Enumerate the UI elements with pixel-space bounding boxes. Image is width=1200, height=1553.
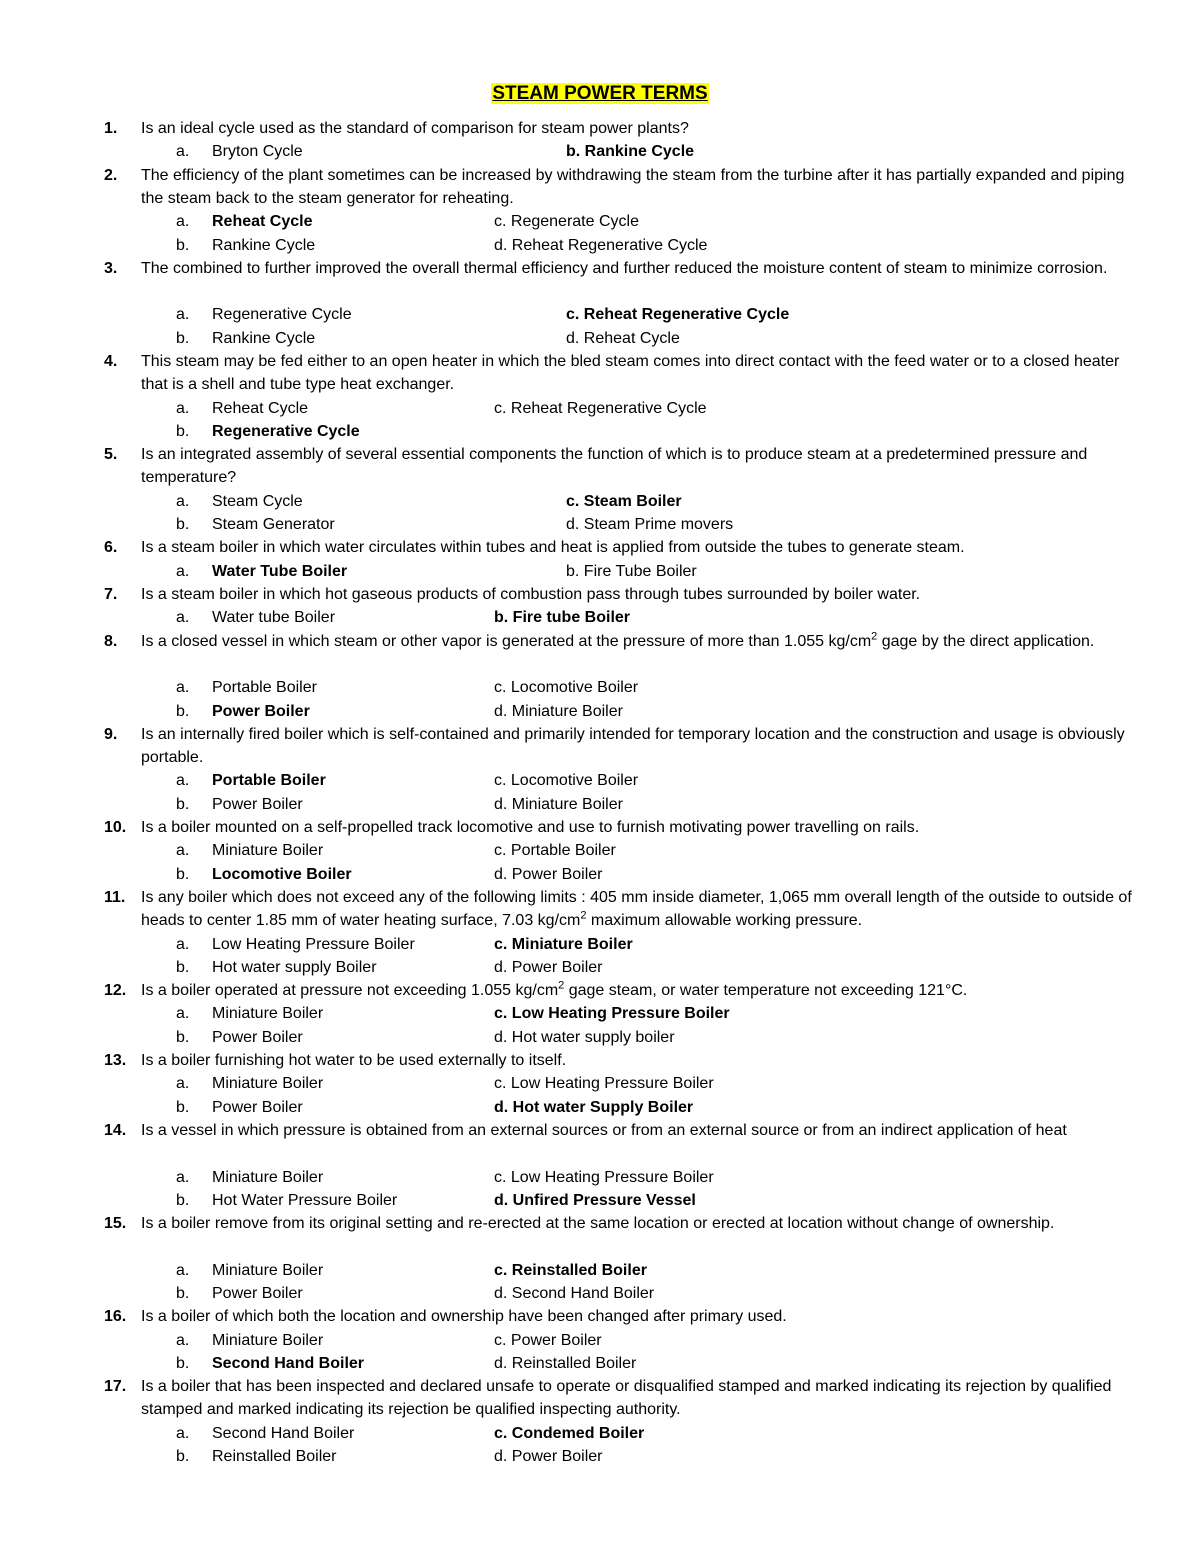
question-number: 15. (104, 1215, 127, 1233)
answer-option (494, 769, 638, 792)
answer-option (494, 839, 616, 862)
answer-option (494, 1329, 602, 1352)
option-letter: a. (176, 1261, 190, 1279)
answer-option (176, 1166, 323, 1189)
correct-option-text: b. Fire tube Boiler (494, 609, 631, 627)
option-text: Miniature Boiler (212, 1005, 324, 1023)
answer-option (176, 397, 308, 420)
question-text: Is a boiler remove from its original setting and re-erected at the same location or erected at location without change of ownership. (141, 1215, 1055, 1233)
answer-option (494, 793, 623, 816)
answer-option (176, 606, 335, 629)
question-number: 17. (104, 1378, 127, 1396)
option-letter: b. (176, 1448, 190, 1466)
question-text: Is a boiler of which both the location and ownership have been changed after primary used. (141, 1308, 787, 1326)
option-text: c. Regenerate Cycle (494, 213, 639, 231)
option-text: Miniature Boiler (212, 1261, 324, 1279)
option-text: d. Power Boiler (494, 958, 603, 976)
option-text: d. Second Hand Boiler (494, 1285, 655, 1302)
option-text: Miniature Boiler (212, 1168, 324, 1186)
question-text: Is a boiler mounted on a self-propelled track locomotive and use to furnish motivating power travelling on rails. (141, 819, 920, 836)
option-letter: a. (176, 1005, 190, 1023)
answer-option (494, 397, 707, 420)
option-text: Power Boiler (212, 795, 303, 813)
option-text: d. Reheat Cycle (566, 329, 680, 347)
answer-option (494, 933, 633, 956)
question-text: Is any boiler which does not exceed any of the following limits : 405 mm inside diameter, 1,065 mm overall length of the outside to outside of heads to center 1.85 mm of water heating surface, 7.03 $kg/cm^2$ maximum allowable working pressure. (141, 888, 1132, 930)
answer-option (176, 420, 360, 443)
option-text: Reheat Cycle (212, 399, 309, 417)
option-text: d. Power Boiler (494, 865, 603, 883)
answer-option (494, 1259, 647, 1282)
answer-option (176, 1445, 337, 1468)
option-letter: a. (176, 1168, 190, 1186)
answer-option (566, 560, 697, 583)
correct-option-text: c. Condemed Boiler (494, 1424, 645, 1442)
answer-option (176, 513, 335, 536)
option-text: d. Steam Prime movers (566, 516, 734, 534)
option-letter: a. (176, 1331, 190, 1349)
option-letter: b. (176, 516, 190, 534)
answer-option (176, 1282, 303, 1305)
correct-option-text: Power Boiler (212, 702, 310, 720)
answer-option (494, 700, 623, 723)
correct-option-text: c. Miniature Boiler (494, 935, 633, 953)
option-text: Power Boiler (212, 1098, 303, 1116)
answer-option (494, 863, 603, 886)
option-letter: a. (176, 492, 190, 510)
question-number: 13. (104, 1052, 127, 1069)
answer-option (494, 1072, 714, 1095)
question-number: 12. (104, 982, 127, 1000)
option-text: c. Portable Boiler (494, 842, 616, 860)
answer-option (176, 1096, 303, 1119)
option-text: Power Boiler (212, 1285, 303, 1302)
answer-option (176, 1002, 323, 1025)
question-text: Is a steam boiler in which water circulates within tubes and heat is applied from outside the tubes to generate steam. (141, 539, 965, 557)
option-letter: a. (176, 143, 190, 161)
answer-option (176, 863, 352, 886)
option-text: Low Heating Pressure Boiler (212, 935, 415, 953)
answer-option (494, 1445, 603, 1468)
question-text: This steam may be fed either to an open heater in which the bled steam comes into direct contact with the feed water or to a closed heater that is a shell and tube type heat exchanger. (141, 353, 1120, 394)
answer-option (566, 140, 694, 163)
question-text: Is an ideal cycle used as the standard of comparison for steam power plants? (141, 120, 689, 137)
option-text: c. Low Heating Pressure Boiler (494, 1168, 714, 1186)
correct-option-text: Regenerative Cycle (212, 422, 360, 440)
option-text: Power Boiler (212, 1028, 303, 1046)
answer-option (566, 513, 733, 536)
question-number: 9. (104, 725, 118, 743)
question-text: Is a boiler that has been inspected and declared unsafe to operate or disqualified stamped and marked indicating its rejection by qualified stamped and marked indicating its rejection be qualified inspecting authority. (141, 1378, 1112, 1419)
option-text: c. Reheat Regenerative Cycle (494, 399, 707, 417)
question-number: 6. (104, 539, 118, 557)
option-letter: b. (176, 329, 190, 347)
answer-option (176, 490, 303, 513)
answer-option (176, 327, 315, 350)
option-text: Rankine Cycle (212, 329, 316, 347)
correct-option-text: d. Unfired Pressure Vessel (494, 1191, 696, 1209)
answer-option (176, 1329, 323, 1352)
question-number: 7. (104, 586, 118, 603)
answer-option (176, 793, 303, 816)
correct-option-text: Water Tube Boiler (212, 562, 348, 580)
answer-option (176, 1072, 323, 1095)
option-text: Portable Boiler (212, 679, 317, 697)
answer-option (176, 1352, 364, 1375)
answer-option (494, 1002, 730, 1025)
question-text: Is a vessel in which pressure is obtained from an external sources or from an external source or from an indirect application of heat (141, 1121, 1067, 1139)
answer-option (176, 1259, 323, 1282)
answer-option (176, 234, 315, 257)
option-letter: b. (176, 795, 190, 813)
option-text: Miniature Boiler (212, 1331, 324, 1349)
option-text: c. Locomotive Boiler (494, 772, 639, 790)
option-letter: a. (176, 772, 190, 790)
answer-option (176, 1189, 397, 1212)
question-number: 5. (104, 446, 118, 464)
question-number: 2. (104, 166, 118, 184)
option-letter: b. (176, 236, 190, 254)
correct-option-text: Locomotive Boiler (212, 865, 352, 883)
question-text: The combined to further improved the overall thermal efficiency and further reduced the moisture content of steam to minimize corrosion. (141, 259, 1108, 277)
question-number: 4. (104, 353, 118, 370)
option-text: b. Fire Tube Boiler (566, 562, 697, 580)
answer-option (176, 1422, 354, 1445)
option-text: d. Miniature Boiler (494, 795, 623, 813)
option-letter: a. (176, 213, 190, 231)
answer-option (176, 839, 323, 862)
answer-option (176, 769, 326, 792)
option-letter: b. (176, 702, 190, 720)
answer-option (176, 676, 317, 699)
answer-option (494, 1282, 654, 1305)
document-title (0, 70, 1200, 107)
option-letter: a. (176, 399, 190, 417)
option-letter: a. (176, 609, 190, 627)
question-number: 8. (104, 632, 118, 650)
answer-option (494, 1096, 693, 1119)
answer-option (176, 956, 377, 979)
answer-option (494, 956, 603, 979)
question-number: 14. (104, 1121, 127, 1139)
option-text: c. Low Heating Pressure Boiler (494, 1075, 714, 1093)
answer-option (176, 1026, 303, 1049)
answer-option (176, 700, 310, 723)
question-text: The efficiency of the plant sometimes can be increased by withdrawing the steam from the turbine after it has partially expanded and piping the steam back to the steam generator for reheating. (141, 166, 1125, 207)
answer-option (176, 933, 415, 956)
question-number: 11. (104, 888, 126, 906)
option-letter: a. (176, 306, 190, 324)
option-letter: a. (176, 842, 190, 860)
answer-option (494, 210, 639, 233)
question-number: 1. (104, 120, 118, 137)
title-text: STEAM POWER TERMS (492, 83, 708, 104)
question-text: Is an internally fired boiler which is self-contained and primarily intended for temporary location and the construction and usage is obviously portable. (141, 725, 1125, 767)
answer-option (566, 303, 789, 326)
option-text: Second Hand Boiler (212, 1424, 355, 1442)
option-letter: a. (176, 935, 190, 953)
option-text: Steam Cycle (212, 492, 303, 510)
option-letter: a. (176, 679, 190, 697)
answer-option (494, 1422, 644, 1445)
question-number: 10. (104, 819, 127, 836)
option-letter: b. (176, 865, 190, 883)
option-letter: b. (176, 1098, 190, 1116)
option-letter: b. (176, 1191, 190, 1209)
question-text: Is a steam boiler in which hot gaseous products of combustion pass through tubes surrounded by boiler water. (141, 586, 921, 603)
correct-option-text: c. Reheat Regenerative Cycle (566, 306, 790, 324)
correct-option-text: Reheat Cycle (212, 213, 313, 231)
option-text: d. Miniature Boiler (494, 702, 623, 720)
answer-option (566, 490, 682, 513)
option-text: Bryton Cycle (212, 143, 303, 161)
correct-option-text: c. Reinstalled Boiler (494, 1261, 647, 1279)
answer-option (494, 1026, 675, 1049)
option-text: d. Reinstalled Boiler (494, 1354, 637, 1372)
answer-option (494, 606, 630, 629)
option-letter: b. (176, 1354, 190, 1372)
option-text: d. Power Boiler (494, 1448, 603, 1466)
correct-option-text: c. Steam Boiler (566, 492, 682, 510)
answer-option (494, 234, 707, 257)
answer-option (494, 676, 638, 699)
answer-option (176, 210, 313, 233)
answer-option (494, 1166, 714, 1189)
question-number: 3. (104, 259, 118, 277)
correct-option-text: d. Hot water Supply Boiler (494, 1098, 694, 1116)
question-number: 16. (104, 1308, 127, 1326)
correct-option-text: Second Hand Boiler (212, 1354, 365, 1372)
option-text: Regenerative Cycle (212, 306, 352, 324)
option-text: d. Hot water supply boiler (494, 1028, 675, 1046)
option-letter: a. (176, 1424, 190, 1442)
answer-option (176, 303, 352, 326)
option-text: c. Locomotive Boiler (494, 679, 639, 697)
option-letter: b. (176, 1285, 190, 1302)
correct-option-text: Portable Boiler (212, 772, 326, 790)
answer-option (566, 327, 680, 350)
answer-option (494, 1352, 636, 1375)
option-text: Hot Water Pressure Boiler (212, 1191, 398, 1209)
answer-option (494, 1189, 696, 1212)
answer-option (176, 560, 347, 583)
option-text: Steam Generator (212, 516, 335, 534)
answer-option (176, 140, 303, 163)
option-letter: a. (176, 1075, 190, 1093)
option-text: c. Power Boiler (494, 1331, 602, 1349)
option-text: Water tube Boiler (212, 609, 336, 627)
correct-option-text: b. Rankine Cycle (566, 143, 695, 161)
option-text: Rankine Cycle (212, 236, 316, 254)
option-text: Miniature Boiler (212, 842, 324, 860)
question-text: Is an integrated assembly of several essential components the function of which is to produce steam at a predetermined pressure and temperature? (141, 446, 1088, 487)
option-text: Miniature Boiler (212, 1075, 324, 1093)
option-letter: b. (176, 1028, 190, 1046)
question-text: Is a closed vessel in which steam or other vapor is generated at the pressure of more than 1.055 $kg/cm^2$ gage by the direct application. (141, 630, 1095, 650)
question-text: Is a boiler furnishing hot water to be used externally to itself. (141, 1052, 567, 1069)
option-text: Hot water supply Boiler (212, 958, 377, 976)
option-text: d. Reheat Regenerative Cycle (494, 236, 708, 254)
question-text: Is a boiler operated at pressure not exceeding 1.055 $kg/cm^2$ gage steam, or water temperature not exceeding 121°C. (141, 979, 968, 1000)
option-text: Reinstalled Boiler (212, 1448, 337, 1466)
option-letter: b. (176, 958, 190, 976)
correct-option-text: c. Low Heating Pressure Boiler (494, 1005, 730, 1023)
option-letter: a. (176, 562, 190, 580)
option-letter: b. (176, 422, 190, 440)
